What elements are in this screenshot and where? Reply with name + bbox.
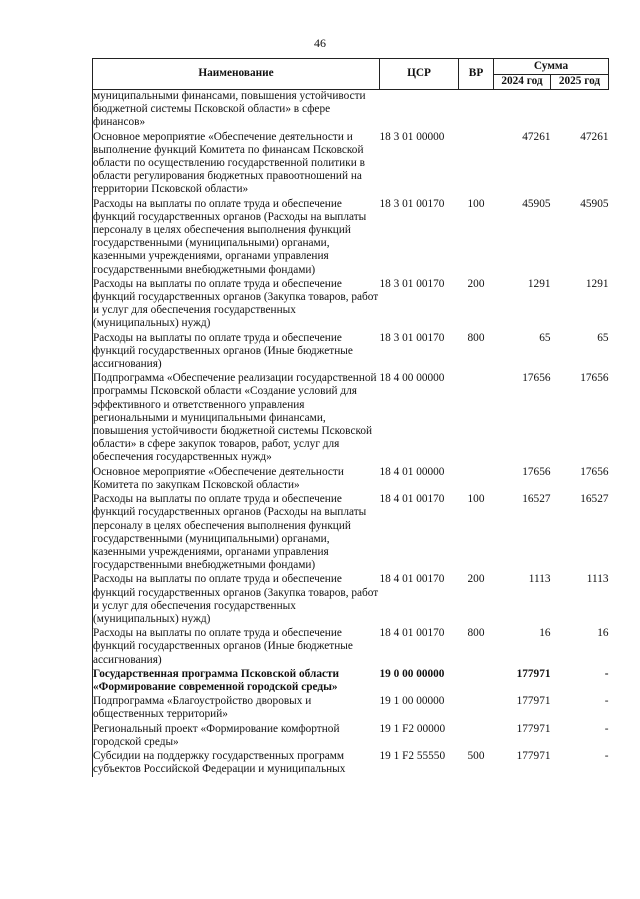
- row-name-cell: Основное мероприятие «Обеспечение деятельности Комитета по закупкам Псковской области»: [93, 466, 380, 493]
- row-sum-2024-cell: [494, 90, 551, 131]
- row-sum-2025-cell: -: [604, 749, 609, 762]
- row-name-cell: Расходы на выплаты по оплате труда и обеспечение функций государственных органов (Закупка товаров, работ и услуг для обеспечения государственных (муниципальных) нужд): [93, 573, 380, 627]
- row-csr-cell: 18 4 01 00170: [379, 627, 445, 640]
- table-row: [93, 278, 609, 332]
- row-vr-cell: [459, 723, 494, 750]
- row-vr-cell: 500: [467, 749, 485, 762]
- row-csr-cell: 18 3 01 00000: [379, 130, 445, 143]
- row-vr-cell: [459, 695, 494, 722]
- table-row: [93, 90, 609, 131]
- budget-table: [92, 58, 609, 777]
- row-sum-2024-cell: 177971: [516, 667, 551, 680]
- header-sum: Сумма: [494, 59, 609, 75]
- row-sum-2024-cell: 1291: [527, 277, 551, 290]
- row-csr-cell: 19 1 00 00000: [379, 695, 445, 708]
- row-name-cell: Основное мероприятие «Обеспечение деятельности и выполнение функций Комитета по финансам Псковской области по осуществлению государственной политики в области регулирования бюджетных правоотношений на территории Псковской области»: [93, 131, 380, 198]
- row-csr-cell: 19 0 00 00000: [379, 667, 445, 680]
- row-vr-cell: 100: [467, 197, 485, 210]
- row-name-cell: Расходы на выплаты по оплате труда и обеспечение функций государственных органов (Иные бюджетные ассигнования): [93, 627, 380, 668]
- row-sum-2025-cell: -: [604, 667, 609, 680]
- row-sum-2025-cell: 17656: [580, 465, 609, 478]
- row-sum-2024-cell: 17656: [522, 465, 551, 478]
- row-sum-2025-cell: 16: [597, 627, 609, 640]
- table-row: [93, 668, 609, 695]
- row-csr-cell: 18 3 01 00170: [379, 331, 445, 344]
- row-name-cell: Расходы на выплаты по оплате труда и обеспечение функций государственных органов (Закупка товаров, работ и услуг для обеспечения государственных (муниципальных) нужд): [93, 278, 380, 332]
- header-year-2024: 2024 год: [494, 74, 551, 90]
- row-sum-2024-cell: 177971: [516, 695, 551, 708]
- row-sum-2025-cell: -: [604, 695, 609, 708]
- row-vr-cell: 800: [467, 331, 485, 344]
- row-sum-2025-cell: 65: [597, 331, 609, 344]
- row-vr-cell: [459, 131, 494, 198]
- row-sum-2025-cell: 47261: [580, 130, 609, 143]
- table-body: [93, 90, 609, 778]
- table-header: [93, 59, 609, 90]
- row-sum-2024-cell: 65: [539, 331, 551, 344]
- row-sum-2025-cell: 17656: [580, 372, 609, 385]
- row-sum-2025-cell: 16527: [580, 493, 609, 506]
- row-name-cell: Подпрограмма «Благоустройство дворовых и общественных территорий»: [93, 695, 380, 722]
- table-row: [93, 573, 609, 627]
- row-sum-2025-cell: [551, 90, 609, 131]
- row-vr-cell: [459, 668, 494, 695]
- table-row: [93, 695, 609, 722]
- row-name-cell: Расходы на выплаты по оплате труда и обеспечение функций государственных органов (Иные бюджетные ассигнования): [93, 332, 380, 373]
- row-name-cell: Субсидии на поддержку государственных программ субъектов Российской Федерации и муниципальных: [93, 750, 380, 777]
- row-sum-2024-cell: 16527: [522, 493, 551, 506]
- row-sum-2024-cell: 17656: [522, 372, 551, 385]
- header-csr: ЦСР: [380, 59, 459, 90]
- row-sum-2024-cell: 16: [539, 627, 551, 640]
- row-sum-2024-cell: 45905: [522, 197, 551, 210]
- row-vr-cell: 200: [467, 573, 485, 586]
- row-csr-cell: 19 1 F2 00000: [379, 722, 446, 735]
- row-sum-2024-cell: 47261: [522, 130, 551, 143]
- table-row: [93, 627, 609, 668]
- row-csr-cell: 18 4 01 00000: [379, 465, 445, 478]
- table-row: [93, 493, 609, 573]
- row-sum-2024-cell: 1113: [528, 573, 551, 586]
- row-name-cell: Государственная программа Псковской области «Формирование современной городской среды»: [93, 668, 380, 695]
- table-row: [93, 131, 609, 198]
- row-vr-cell: 200: [467, 277, 485, 290]
- row-sum-2025-cell: -: [604, 722, 609, 735]
- row-vr-cell: 800: [467, 627, 485, 640]
- table-row: [93, 723, 609, 750]
- table-row: [93, 466, 609, 493]
- row-name-cell: Расходы на выплаты по оплате труда и обеспечение функций государственных органов (Расходы на выплаты персоналу в целях обеспечения выполнения функций государственными (муниципальными) органами, казенными учреждениями, органами управления государственными внебюджетными фондами): [93, 198, 380, 278]
- row-name-cell: Подпрограмма «Обеспечение реализации государственной программы Псковской области «Создание условий для эффективного и ответственного управления региональными и муниципальными финансами, повышения устойчивости бюджетной системы Псковской области» в сфере закупок товаров, работ, услуг для обеспечения государственных нужд»: [93, 372, 380, 465]
- table-row: [93, 198, 609, 278]
- row-csr-cell: 18 4 00 00000: [379, 372, 445, 385]
- row-sum-2025-cell: 1113: [586, 573, 609, 586]
- table-row: [93, 750, 609, 777]
- row-sum-2025-cell: 45905: [580, 197, 609, 210]
- row-name-cell: Региональный проект «Формирование комфортной городской среды»: [93, 723, 380, 750]
- row-csr-cell: 18 3 01 00170: [379, 197, 445, 210]
- header-year-2025: 2025 год: [551, 74, 609, 90]
- row-sum-2024-cell: 177971: [516, 722, 551, 735]
- header-name: Наименование: [93, 59, 380, 90]
- row-sum-2025-cell: 1291: [585, 277, 609, 290]
- row-vr-cell: [459, 466, 494, 493]
- header-vr: ВР: [459, 59, 494, 90]
- table-row: [93, 372, 609, 465]
- row-csr-cell: 18 4 01 00170: [379, 573, 445, 586]
- row-csr-cell: [380, 90, 459, 131]
- row-csr-cell: 19 1 F2 55550: [379, 749, 446, 762]
- row-vr-cell: [459, 372, 494, 465]
- row-csr-cell: 18 4 01 00170: [379, 493, 445, 506]
- row-sum-2024-cell: 177971: [516, 749, 551, 762]
- row-vr-cell: [459, 90, 494, 131]
- table-row: [93, 332, 609, 373]
- page-number: 46: [314, 36, 326, 50]
- row-csr-cell: 18 3 01 00170: [379, 277, 445, 290]
- row-vr-cell: 100: [467, 493, 485, 506]
- row-name-cell: Расходы на выплаты по оплате труда и обеспечение функций государственных органов (Расходы на выплаты персоналу в целях обеспечения выполнения функций государственными (муниципальными) органами, казенными учреждениями, органами управления государственными внебюджетными фондами): [93, 493, 380, 573]
- row-name-cell: муниципальными финансами, повышения устойчивости бюджетной системы Псковской области» в сфере финансов»: [93, 90, 380, 131]
